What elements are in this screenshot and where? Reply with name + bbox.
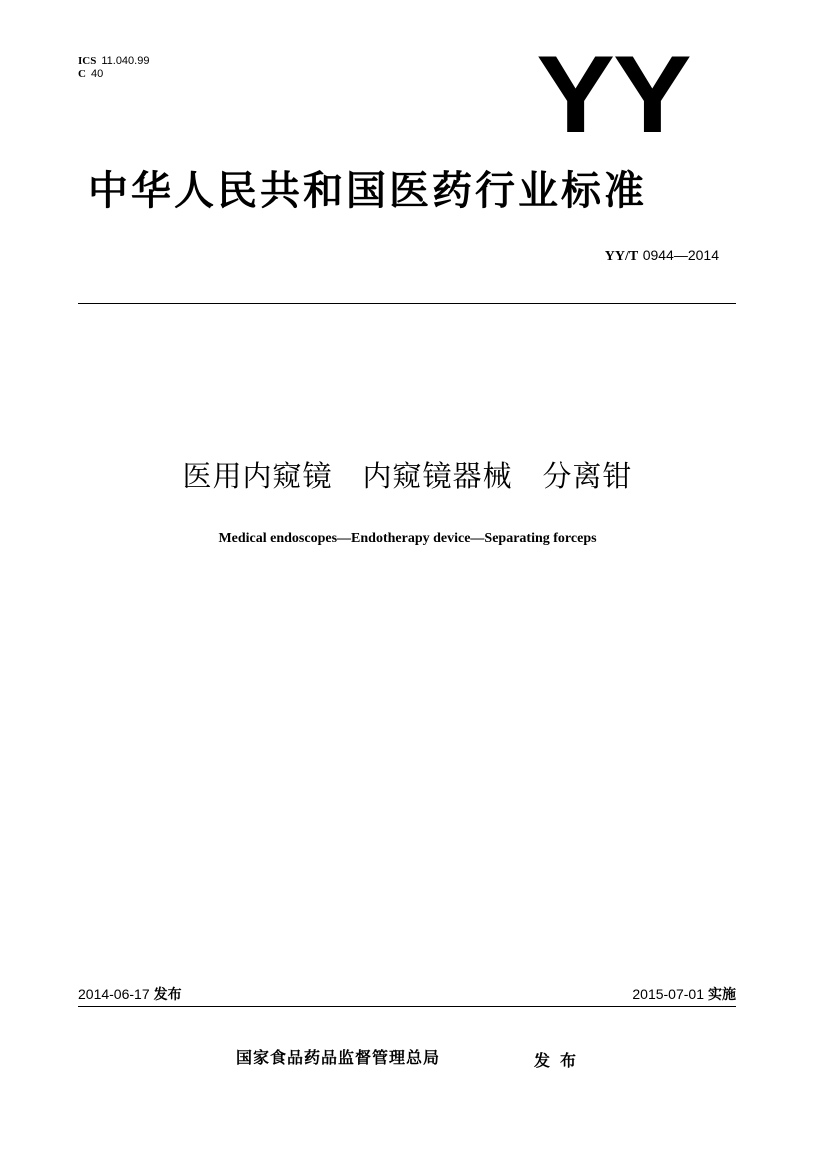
ccs-value: 40 (90, 68, 104, 80)
ccs-key: C (78, 68, 86, 80)
document-title-cn: 医用内窥镜 内窥镜器械 分离钳 (182, 459, 633, 493)
ics-code (78, 55, 149, 67)
standard-number-value: 0944—2014 (642, 247, 719, 263)
effective-date-label: 实施 (708, 987, 736, 1003)
header-divider (78, 303, 736, 304)
issue-label: 发布 (534, 1051, 587, 1070)
ics-value: 11.040.99 (101, 55, 150, 67)
effective-date-value: 2015-07-01 (632, 986, 704, 1002)
release-date (78, 984, 182, 1005)
ics-key: ICS (78, 55, 97, 67)
ministry-title: 中华人民共和国医药行业标准 (88, 168, 647, 214)
standard-number (605, 245, 719, 267)
release-date-label: 发布 (153, 987, 182, 1003)
yy-logo: YY (536, 33, 690, 157)
ccs-code (78, 68, 103, 80)
standard-number-prefix: YY/T (604, 249, 639, 264)
document-title-en: Medical endoscopes—Endotherapy device—Separating forceps (218, 531, 597, 546)
issuing-authority: 国家食品药品监督管理总局 (236, 1048, 441, 1067)
footer-divider (78, 1006, 736, 1007)
effective-date (632, 984, 736, 1005)
release-date-value: 2014-06-17 (78, 986, 150, 1002)
